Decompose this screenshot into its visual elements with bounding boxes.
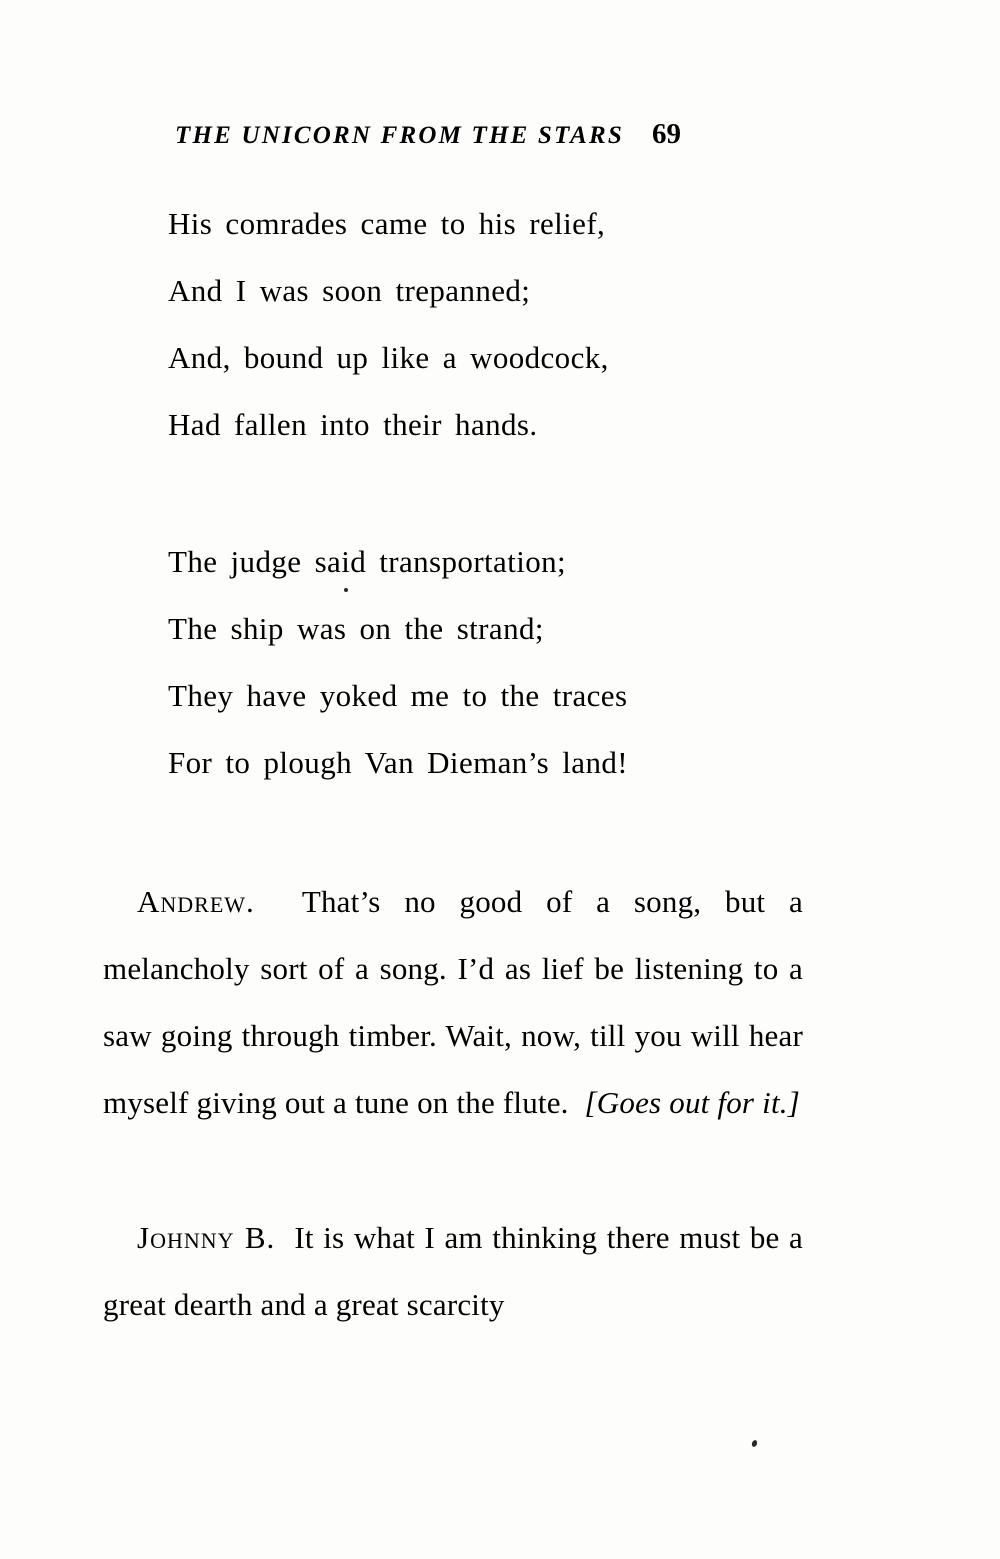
verse-line: The judge said transportation; [168, 544, 567, 579]
stage-direction: [Goes out for it.] [584, 1085, 800, 1120]
verse-line: And, bound up like a woodcock, [168, 340, 609, 375]
verse-stanza-2 [168, 528, 868, 796]
verse-line: The ship was on the strand; [168, 611, 544, 646]
verse-line: For to plough Van Dieman’s land! [168, 745, 628, 780]
speech-text: It is what I am thinking there must be a great dearth and a great scarcity [103, 1220, 804, 1322]
verse-line: And I was soon trepanned; [168, 273, 531, 308]
verse-line: They have yoked me to the traces [168, 678, 628, 713]
page-speck [344, 588, 348, 592]
verse-line: His comrades came to his relief, [168, 206, 606, 241]
verse-stanza-1 [168, 190, 868, 458]
verse-line: Had fallen into their hands. [168, 407, 538, 442]
speech-text: That’s no good of a song, but a melancholy sort of a song. I’d as lief be listening to a saw going through timber. Wait, now, till you will hear myself giving out a tune on the flute. [103, 884, 803, 1120]
dialogue-paragraph-johnny [103, 1204, 803, 1338]
page-speck [751, 1439, 758, 1447]
dialogue-paragraph-andrew [103, 868, 803, 1136]
page-number: 69 [651, 118, 681, 150]
speaker-name: Johnny B. [137, 1220, 276, 1255]
running-head-title: THE UNICORN FROM THE STARS [175, 122, 624, 149]
speaker-name: Andrew. [137, 884, 255, 919]
running-head [175, 118, 805, 151]
